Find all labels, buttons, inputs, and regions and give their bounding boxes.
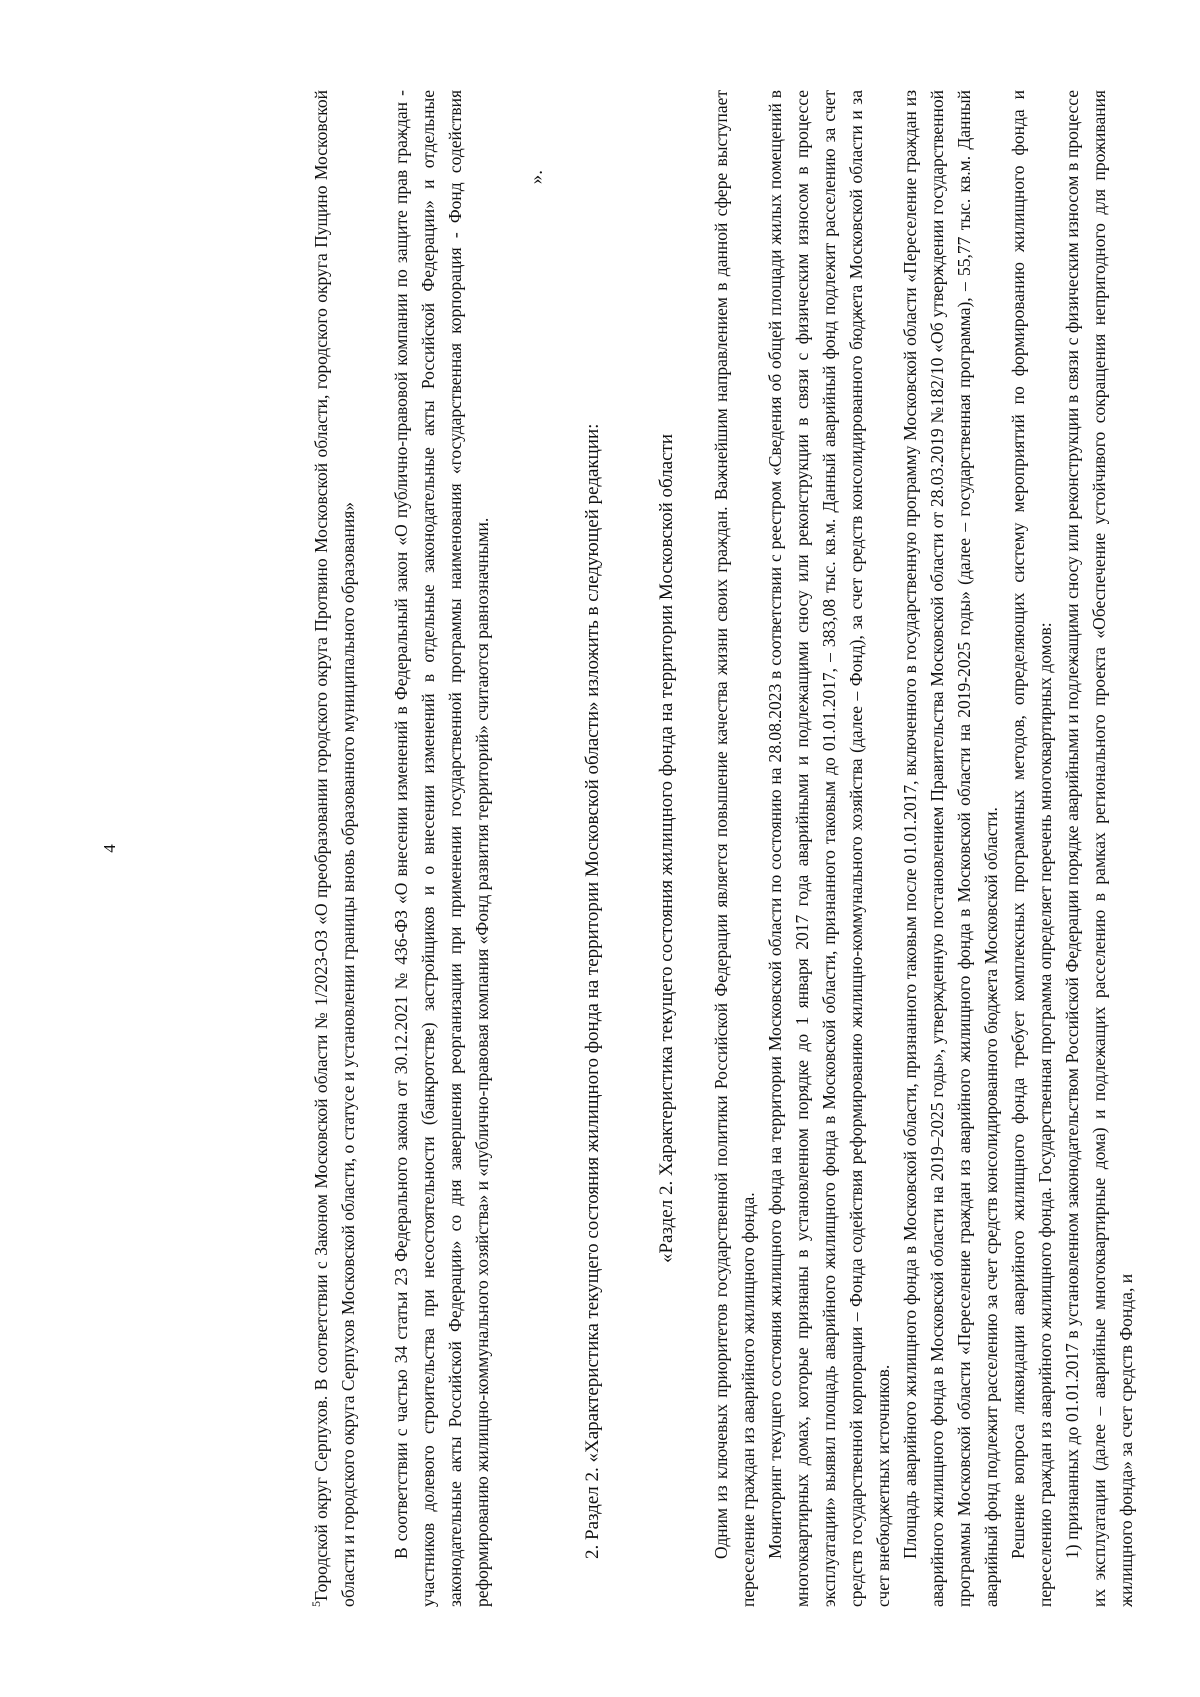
paragraph-436fz: В соответствии с частью 34 статьи 23 Федерального закона от 30.12.2021 № 436-ФЗ «О внесении изменений в Федеральный закон «О публично-правовой компании по защите прав граждан - участников долевого строительства при несостоятельности (банкротстве) застройщиков и о внесении изменений в отдельные законодательные акты Российской Федерации» и отдельные законодательные акты Российской Федерации» со дня завершения реорганизации при применении государственной программы наименования «государственная корпорация - Фонд содействия реформированию жилищно-коммунального хозяйства» и «публично-правовая компания «Фонд развития территорий» считаются равнозначными.	[391, 90, 492, 1607]
paragraph-4: Решение вопроса ликвидации аварийного жилищного фонда требует комплексных программных методов, определяющих систему мероприятий по формированию жилищного фонда и переселению граждан из аварийного жилищного фонда. Государственная программа определяет перечень многоквартирных домов:	[1008, 90, 1055, 1607]
quote-close: ».	[526, 170, 547, 185]
paragraph-3: Площадь аварийного жилищного фонда в Московской области, признанного таковым после 01.01.2017, включенного в государственную программу Московской области «Переселение граждан из аварийного жилищного фонда в Московской области на 2019–2025 годы», утвержденную постановлением Правительства Московской области от 28.03.2019 №182/10 «Об утверждении государственной программы Московской области «Переселение граждан из аварийного жилищного фонда в Московской области на 2019-2025 годы» (далее – государственная программа), – 55,77 тыс. кв.м. Данный аварийный фонд подлежит расселению за счет средств консолидированного бюджета Московской области.	[900, 90, 1001, 1607]
paragraph-1: Одним из ключевых приоритетов государственной политики Российской Федерации является повышение качества жизни своих граждан. Важнейшим направлением в данной сфере выступает переселение граждан из аварийного жилищного фонда.	[711, 90, 758, 1607]
page-number: 4	[100, 844, 119, 853]
amendment-item-2: 2. Раздел 2. «Характеристика текущего состояния жилищного фонда на территории Московской области» изложить в следующей редакции:	[582, 423, 603, 1559]
footnote	[303, 90, 362, 1607]
page-content	[303, 90, 1140, 1607]
paragraph-5: 1) признанных до 01.01.2017 в установленном законодательством Российской Федерации порядке аварийными и подлежащими сносу или реконструкции в связи с физическим износом в процессе их эксплуатации (далее – аварийные многоквартирные дома) и подлежащих расселению в рамках регионального проекта «Обеспечение устойчивого сокращения непригодного для проживания жилищного фонда» за счет средств Фонда, и	[1062, 90, 1136, 1607]
footnote-text: Городской округ Серпухов. В соответствии с Законом Московской области № 1/2023-ОЗ «О преобразовании городского округа Протвино Московской области, городского округа Пущино Московской области и городского округа Серпухов Московской области, о статусе и установлении границы вновь образованного муниципального образования»	[311, 90, 358, 1607]
footnote-mark: 5	[309, 1601, 324, 1607]
paragraph-2: Мониторинг текущего состояния жилищного фонда на территории Московской области по состоянию на 28.08.2023 в соответствии с реестром «Сведения об общей площади жилых помещений в многоквартирных домах, которые признаны в установленном порядке до 1 января 2017 года аварийными и подлежащими сносу или реконструкции в связи с физическим износом в процессе эксплуатации» выявил площадь аварийного жилищного фонда в Московской области, признанного таковым до 01.01.2017, – 383,08 тыс. кв.м. Данный аварийный фонд подлежит расселению за счет средств государственной корпорации – Фонда содействия реформированию жилищно-коммунального хозяйства (далее – Фонд), за счет средств консолидированного бюджета Московской области и за счет внебюджетных источников.	[765, 90, 893, 1607]
section-heading: «Раздел 2. Характеристика текущего состояния жилищного фонда на территории Московской области	[656, 433, 677, 1264]
